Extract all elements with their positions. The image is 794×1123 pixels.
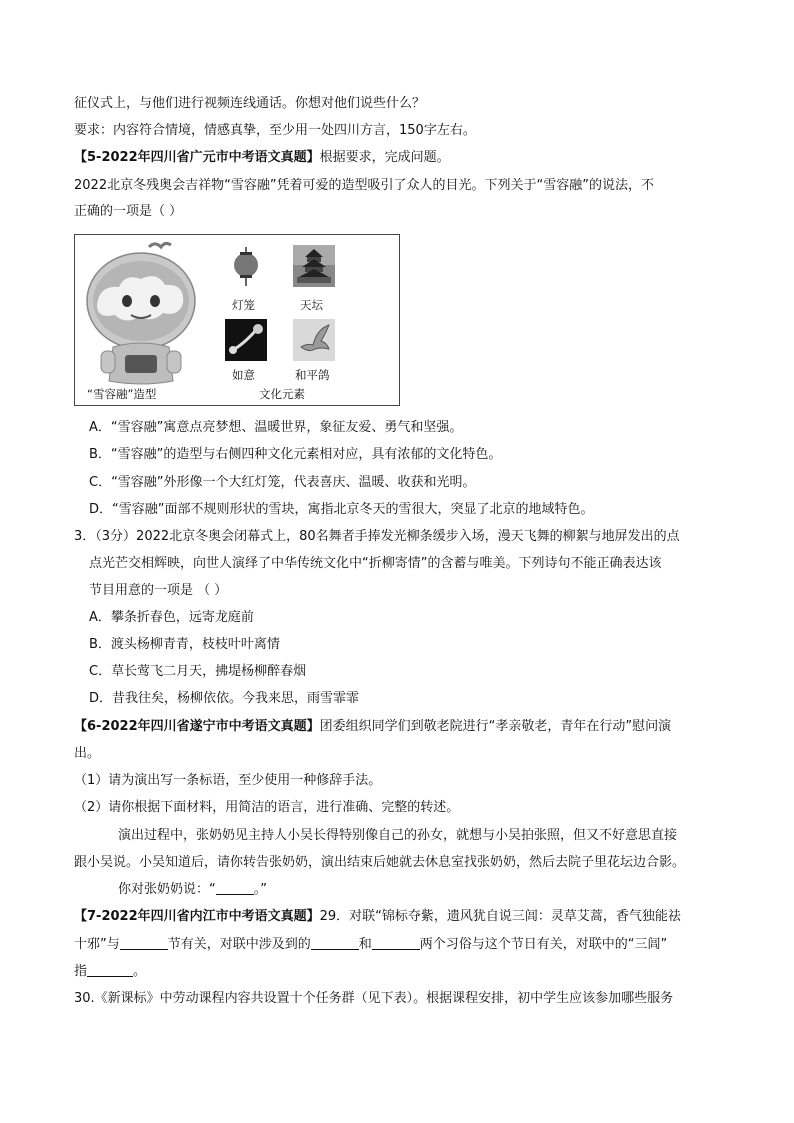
material-text: 跟小吴说。小吴知道后，请你转告张奶奶，演出结束后她就去休息室找张奶奶，然后去院子里花坛边合影。 xyxy=(74,855,686,870)
question-text: 29．对联“锦标夺紫，遗风犹自说三闾：灵草艾蒿，香气独能祛 xyxy=(319,909,681,924)
option-d: D．昔我往矣，杨柳依依。今我来思，雨雪霏霏 xyxy=(89,691,360,706)
mascot-image xyxy=(79,239,209,387)
temple-of-heaven-icon xyxy=(293,245,335,287)
option-c: C．“雪容融”外形像一个大红灯笼，代表喜庆、温暖、收获和光明。 xyxy=(89,475,476,490)
source-tag: 【5-2022年四川省广元市中考语文真题】 xyxy=(74,150,320,165)
mascot-caption: “雪容融”造型 xyxy=(87,387,157,401)
question-7-header xyxy=(74,907,734,927)
question-5-header xyxy=(74,148,734,168)
ruyi-icon xyxy=(225,319,267,361)
answer-blank[interactable] xyxy=(120,935,168,950)
question-3-text: 节目用意的一项是 （ ） xyxy=(89,583,228,598)
answer-line: 你对张奶奶说：“ 。” xyxy=(118,882,267,897)
option-a: A．“雪容融”寓意点亮梦想、温暖世界，象征友爱、勇气和坚强。 xyxy=(89,420,463,435)
source-tag: 【7-2022年四川省内江市中考语文真题】 xyxy=(74,909,320,924)
option-a: A．攀条折春色，远寄龙庭前 xyxy=(89,610,254,625)
peace-dove-icon xyxy=(293,319,335,361)
answer-blank[interactable] xyxy=(87,962,133,977)
question-30-text: 30.《新课标》中劳动课程内容共设置十个任务群（见下表）。根据课程安排，初中学生应该参加哪些服务 xyxy=(74,991,674,1006)
lantern-icon xyxy=(225,245,267,287)
question-6-header xyxy=(74,717,734,737)
question-29-text: 指 。 xyxy=(74,964,147,979)
sub-question-2: （2）请你根据下面材料，用简洁的语言，进行准确、完整的转述。 xyxy=(74,800,460,815)
question-text: 团委组织同学们到敬老院进行“孝亲敬老，青年在行动”慰问演 xyxy=(319,719,672,734)
sub-question-1: （1）请为演出写一条标语，至少使用一种修辞手法。 xyxy=(74,773,382,788)
text-line: 要求：内容符合情境，情感真挚，至少用一处四川方言，150字左右。 xyxy=(74,123,476,138)
answer-blank[interactable] xyxy=(372,935,420,950)
question-text: 根据要求，完成问题。 xyxy=(319,150,450,165)
option-b: B．渡头杨柳青青，枝枝叶叶离情 xyxy=(89,637,280,652)
elements-caption: 文化元素 xyxy=(259,387,305,401)
question-text: 2022北京冬残奥会吉祥物“雪容融”凭着可爱的造型吸引了众人的目光。下列关于“雪容融”的说法，不 xyxy=(74,178,655,193)
option-b: B．“雪容融”的造型与右侧四种文化元素相对应，具有浓郁的文化特色。 xyxy=(89,447,502,462)
answer-blank[interactable] xyxy=(216,880,254,895)
peace-dove-label: 和平鸽 xyxy=(295,368,330,382)
text-line: 征仪式上，与他们进行视频连线通话。你想对他们说些什么？ xyxy=(74,96,426,111)
answer-blank[interactable] xyxy=(311,935,359,950)
question-text: 出。 xyxy=(74,746,101,761)
temple-of-heaven-label: 天坛 xyxy=(300,298,323,312)
question-3-text: 点光芒交相辉映，向世人演绎了中华传统文化中“折柳寄情”的含蓄与唯美。下列诗句不能正确表达该 xyxy=(89,556,662,571)
mascot-figure xyxy=(74,234,400,406)
lantern-label: 灯笼 xyxy=(232,298,255,312)
ruyi-label: 如意 xyxy=(232,368,255,382)
question-29-text: 十邪”与 节有关，对联中涉及到的 和 两个习俗与这个节日有关，对联中的“三闾” xyxy=(74,937,668,952)
option-c: C．草长莺飞二月天，拂堤杨柳醉春烟 xyxy=(89,664,307,679)
question-text: 正确的一项是（ ） xyxy=(74,204,183,219)
material-text: 演出过程中，张奶奶见主持人小吴长得特别像自己的孙女，就想与小吴拍张照，但又不好意思直接 xyxy=(118,828,678,843)
option-d: D．“雪容融”面部不规则形状的雪块，寓指北京冬天的雪很大，突显了北京的地域特色。 xyxy=(89,502,594,517)
source-tag: 【6-2022年四川省遂宁市中考语文真题】 xyxy=(74,719,320,734)
question-3-text: 3．（3分）2022北京冬奥会闭幕式上，80名舞者手捧发光柳条缓步入场，漫天飞舞的柳絮与地屏发出的点 xyxy=(74,529,680,544)
